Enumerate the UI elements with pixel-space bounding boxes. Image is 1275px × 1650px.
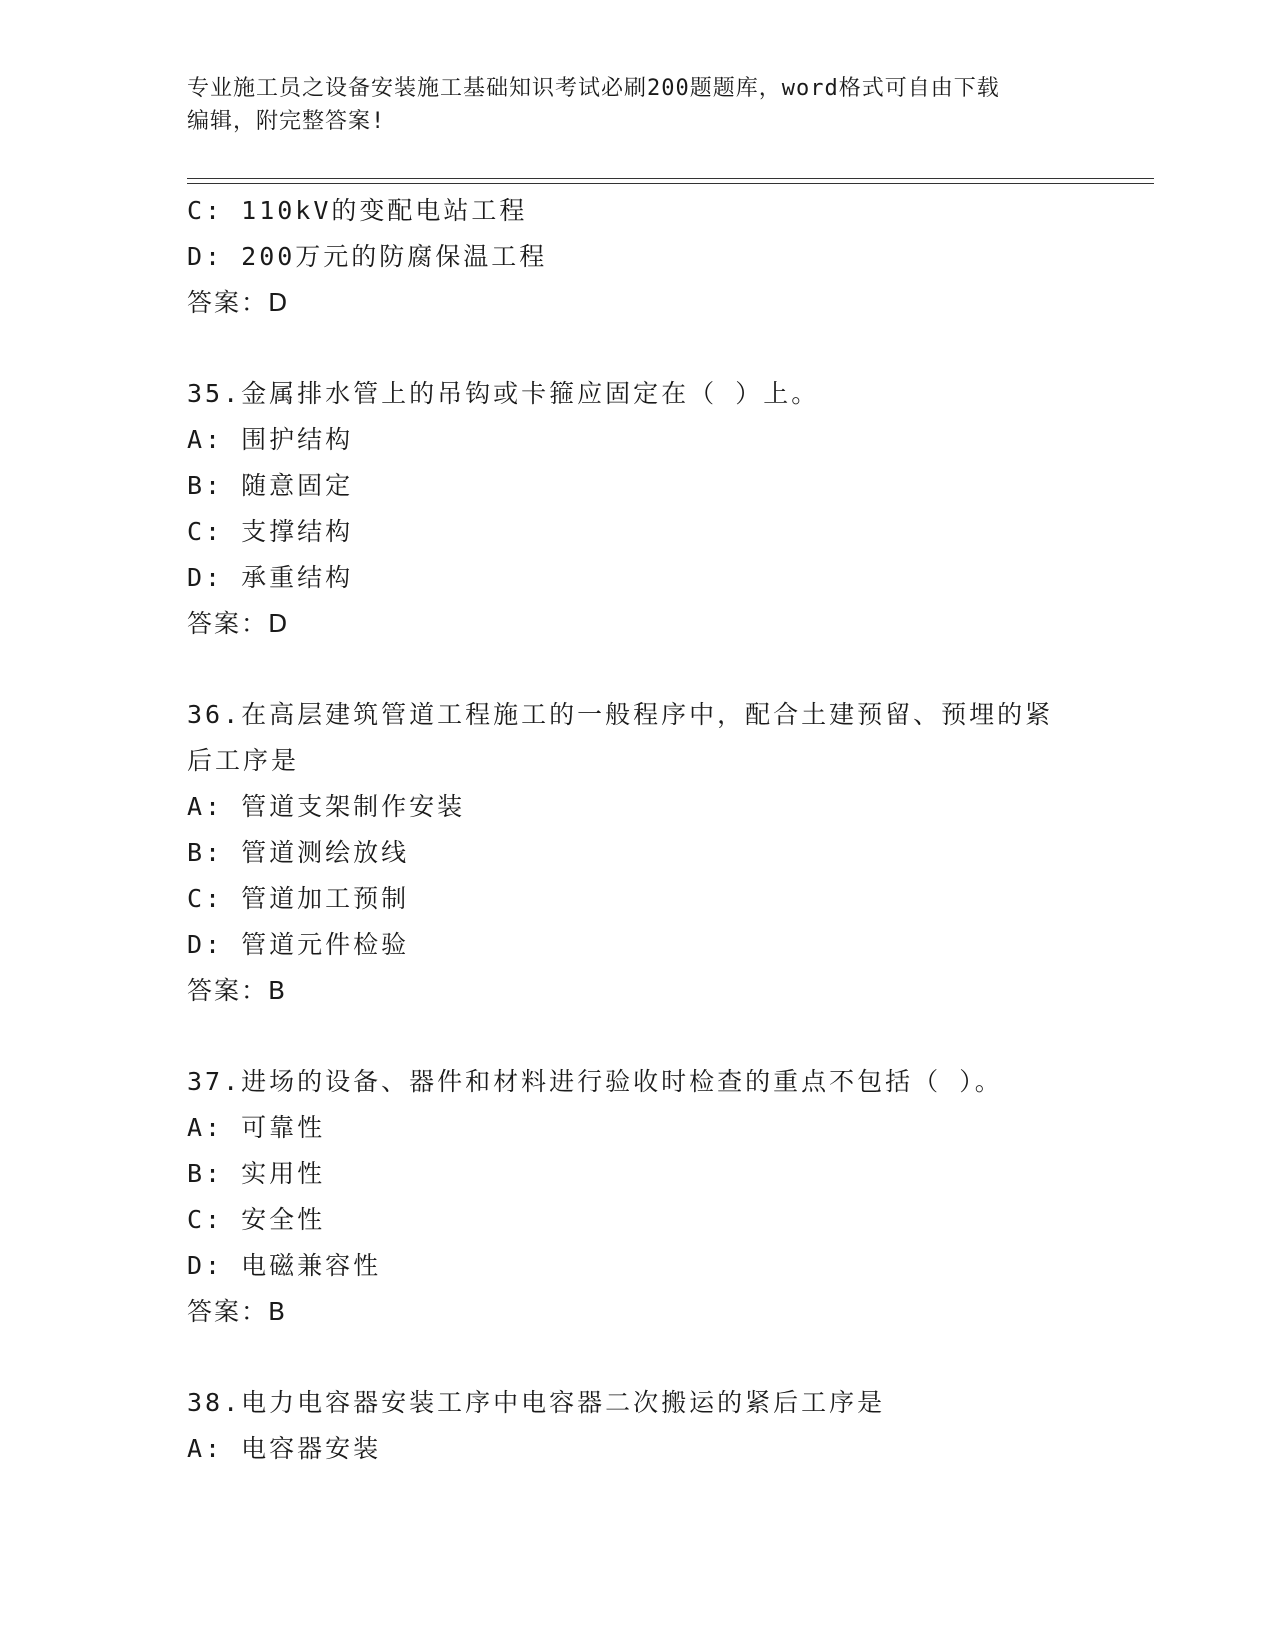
spacer — [187, 647, 1087, 692]
answer: 答案：D — [187, 288, 290, 317]
question-list — [187, 188, 1087, 1472]
question-37 — [187, 1059, 1087, 1335]
question-stem-line-1: 36.在高层建筑管道工程施工的一般程序中，配合土建预留、预埋的紧 — [187, 700, 1054, 729]
header-divider-bottom — [187, 183, 1154, 184]
option-a: A: 可靠性 — [187, 1113, 326, 1142]
option-d: D: 管道元件检验 — [187, 930, 410, 959]
document-header — [187, 72, 1067, 138]
option-d: D: 承重结构 — [187, 563, 354, 592]
option-c: C: 管道加工预制 — [187, 884, 410, 913]
question-stem-line-2: 后工序是 — [187, 746, 300, 775]
question-34 — [187, 188, 1087, 326]
question-stem: 37.进场的设备、器件和材料进行验收时检查的重点不包括（ ）。 — [187, 1067, 1003, 1096]
spacer — [187, 1014, 1087, 1059]
option-a: A: 管道支架制作安装 — [187, 792, 466, 821]
answer: 答案：D — [187, 609, 290, 638]
question-stem: 38.电力电容器安装工序中电容器二次搬运的紧后工序是 — [187, 1388, 886, 1417]
option-b: B: 实用性 — [187, 1159, 326, 1188]
answer: 答案：B — [187, 1297, 288, 1326]
option-b: B: 管道测绘放线 — [187, 838, 410, 867]
spacer — [187, 1335, 1087, 1380]
question-38 — [187, 1380, 1087, 1472]
option-d: D: 200万元的防腐保温工程 — [187, 242, 548, 271]
option-c: C: 110kV的变配电站工程 — [187, 196, 528, 225]
header-divider-top — [187, 178, 1154, 179]
option-c: C: 支撑结构 — [187, 517, 354, 546]
answer: 答案：B — [187, 976, 288, 1005]
header-line-2: 编辑，附完整答案! — [187, 109, 386, 134]
option-c: C: 安全性 — [187, 1205, 326, 1234]
option-a: A: 围护结构 — [187, 425, 354, 454]
question-35 — [187, 371, 1087, 647]
option-a: A: 电容器安装 — [187, 1434, 382, 1463]
option-d: D: 电磁兼容性 — [187, 1251, 382, 1280]
question-36 — [187, 692, 1087, 1014]
question-stem: 35.金属排水管上的吊钩或卡箍应固定在（ ）上。 — [187, 379, 820, 408]
header-line-1: 专业施工员之设备安装施工基础知识考试必刷200题题库，word格式可自由下载 — [187, 76, 1000, 101]
spacer — [187, 326, 1087, 371]
option-b: B: 随意固定 — [187, 471, 354, 500]
